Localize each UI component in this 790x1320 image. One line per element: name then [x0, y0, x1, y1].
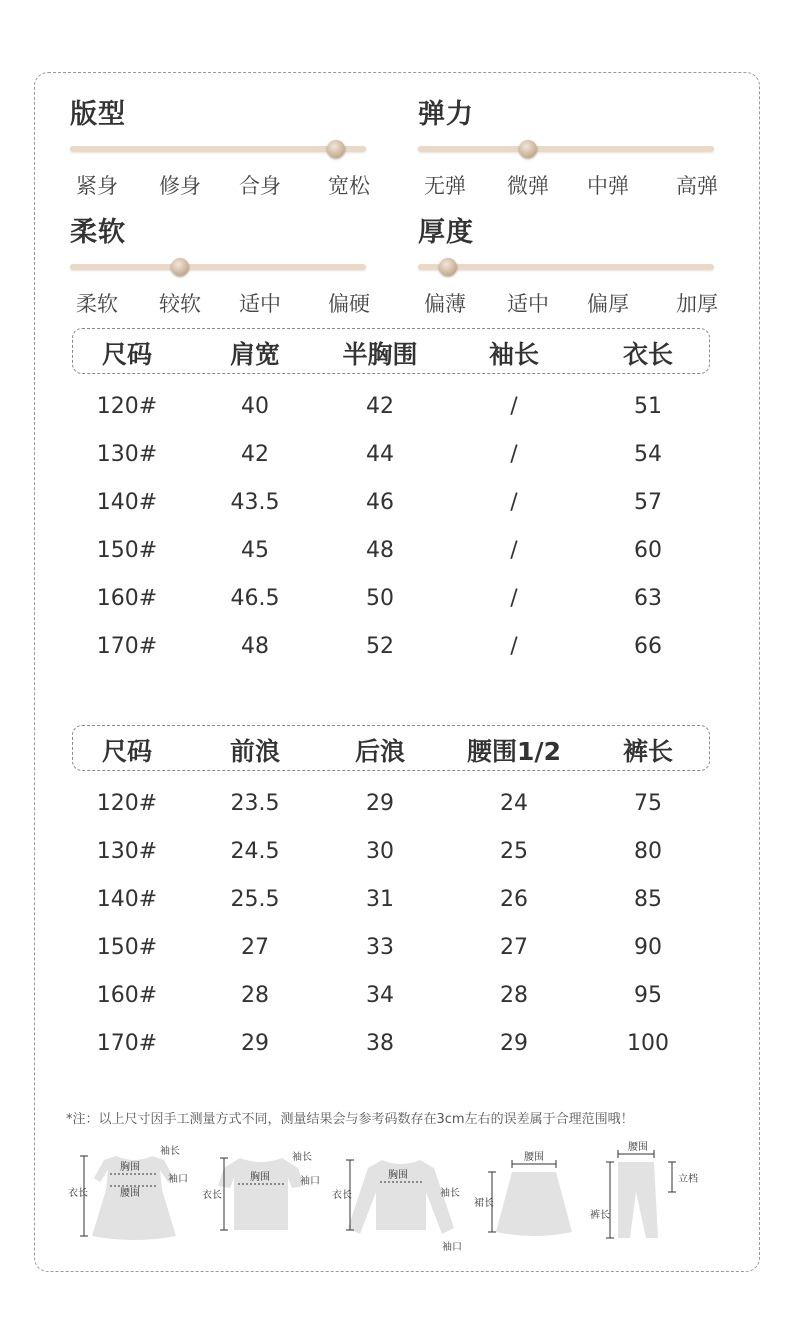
size-cell: 120# [96, 791, 158, 816]
table-cell: 34 [366, 983, 394, 1008]
size-cell: 170# [96, 1031, 158, 1056]
waist-label: 腰围 [628, 1142, 648, 1153]
table-cell: 23.5 [230, 791, 280, 816]
table-cell: 50 [366, 586, 394, 611]
table-cell: / [510, 634, 518, 659]
attribute-title: 厚度 [418, 217, 474, 248]
table-cell: 33 [366, 935, 394, 960]
table-cell: 75 [634, 791, 662, 816]
option-label: 微弹 [507, 174, 549, 198]
tshirt-diagram [200, 1138, 330, 1248]
table-cell: 24.5 [230, 839, 280, 864]
table-cell: 44 [366, 442, 394, 467]
attribute-title: 柔软 [70, 217, 126, 248]
cuff-label: 袖口 [442, 1242, 462, 1253]
table-cell: 40 [241, 394, 269, 419]
cuff-label: 袖口 [168, 1174, 188, 1185]
option-label: 修身 [159, 174, 201, 198]
column-header: 半胸围 [342, 340, 418, 369]
column-header: 裤长 [622, 737, 674, 766]
measurement-note: *注：以上尺寸因手工测量方式不同，测量结果会与参考码数存在3cm左右的误差属于合理范围哦！ [66, 1112, 634, 1127]
dress-diagram [64, 1138, 204, 1248]
level-knob [171, 258, 189, 276]
table-cell: 60 [634, 538, 662, 563]
option-label: 无弹 [424, 174, 466, 198]
table-cell: 63 [634, 586, 662, 611]
table-cell: 45 [241, 538, 269, 563]
table-cell: 30 [366, 839, 394, 864]
skirt-diagram [472, 1140, 592, 1250]
table-cell: 28 [241, 983, 269, 1008]
sleeve-label: 袖长 [440, 1188, 460, 1199]
option-label: 中弹 [587, 174, 629, 198]
table-cell: 42 [366, 394, 394, 419]
attribute-softness [70, 210, 370, 316]
size-cell: 130# [96, 442, 158, 467]
chest-label: 胸围 [120, 1162, 140, 1173]
table-cell: 42 [241, 442, 269, 467]
length-label: 裤长 [590, 1210, 610, 1221]
table-cell: 46 [366, 490, 394, 515]
content-frame [34, 72, 760, 1272]
rise-label: 立档 [678, 1174, 698, 1185]
table-cell: / [510, 490, 518, 515]
table-cell: 28 [500, 983, 528, 1008]
size-cell: 160# [96, 983, 158, 1008]
chest-label: 胸围 [250, 1172, 270, 1183]
size-cell: 120# [96, 394, 158, 419]
table-cell: 29 [241, 1031, 269, 1056]
attribute-title: 弹力 [418, 99, 474, 130]
column-header: 袖长 [488, 340, 540, 369]
cuff-label: 袖口 [300, 1176, 320, 1187]
table-cell: 57 [634, 490, 662, 515]
table-cell: 80 [634, 839, 662, 864]
level-track [418, 264, 714, 270]
option-label: 适中 [239, 292, 281, 316]
size-cell: 150# [96, 935, 158, 960]
table-cell: 95 [634, 983, 662, 1008]
table-cell: 90 [634, 935, 662, 960]
table-cell: / [510, 442, 518, 467]
size-cell: 160# [96, 586, 158, 611]
option-label: 柔软 [76, 292, 118, 316]
size-cell: 140# [96, 490, 158, 515]
length-label: 衣长 [332, 1190, 352, 1201]
level-track [70, 146, 366, 152]
table-cell: 26 [500, 887, 528, 912]
option-label: 偏硬 [328, 292, 370, 316]
column-header: 后浪 [354, 737, 406, 766]
table-cell: 29 [366, 791, 394, 816]
level-track [418, 146, 714, 152]
size-cell: 140# [96, 887, 158, 912]
table-cell: 25 [500, 839, 528, 864]
column-header: 衣长 [622, 340, 674, 369]
option-label: 较软 [159, 292, 201, 316]
length-label: 衣长 [202, 1190, 222, 1201]
option-label: 偏厚 [587, 292, 629, 316]
sweater-diagram [330, 1138, 470, 1258]
length-label: 衣长 [68, 1188, 88, 1199]
attribute-title: 版型 [70, 99, 126, 130]
length-label: 裙长 [474, 1198, 494, 1209]
table-cell: 27 [241, 935, 269, 960]
table-cell: 48 [241, 634, 269, 659]
table-cell: 66 [634, 634, 662, 659]
table-cell: 27 [500, 935, 528, 960]
table-cell: 29 [500, 1031, 528, 1056]
table-cell: 48 [366, 538, 394, 563]
option-label: 加厚 [676, 292, 718, 316]
size-cell: 150# [96, 538, 158, 563]
option-label: 紧身 [76, 174, 118, 198]
option-label: 合身 [239, 174, 281, 198]
option-label: 偏薄 [424, 292, 466, 316]
table-cell: 100 [627, 1031, 669, 1056]
level-track [70, 264, 366, 270]
attribute-elasticity [418, 92, 718, 198]
chest-label: 胸围 [388, 1170, 408, 1181]
sleeve-label: 袖长 [160, 1146, 180, 1157]
attribute-fit [70, 92, 370, 198]
option-label: 宽松 [328, 174, 370, 198]
column-header: 肩宽 [229, 340, 281, 369]
column-header: 尺码 [101, 737, 153, 766]
waist-label: 腰围 [120, 1188, 140, 1199]
table-cell: 85 [634, 887, 662, 912]
waist-label: 腰围 [524, 1152, 544, 1163]
table-cell: 38 [366, 1031, 394, 1056]
column-header: 前浪 [229, 737, 281, 766]
table-cell: 52 [366, 634, 394, 659]
table-cell: 43.5 [230, 490, 280, 515]
table-cell: / [510, 586, 518, 611]
size-cell: 130# [96, 839, 158, 864]
option-label: 高弹 [676, 174, 718, 198]
pants-diagram [588, 1140, 708, 1250]
table-cell: 54 [634, 442, 662, 467]
attribute-thickness [418, 210, 718, 316]
level-knob [519, 140, 537, 158]
level-knob [439, 258, 457, 276]
table-cell: 51 [634, 394, 662, 419]
column-header: 腰围1/2 [467, 737, 561, 766]
column-header: 尺码 [101, 340, 153, 369]
table-cell: 24 [500, 791, 528, 816]
table-cell: / [510, 394, 518, 419]
option-label: 适中 [507, 292, 549, 316]
table-cell: / [510, 538, 518, 563]
table-cell: 25.5 [230, 887, 280, 912]
table-cell: 31 [366, 887, 394, 912]
sleeve-label: 袖长 [292, 1152, 312, 1163]
table-cell: 46.5 [230, 586, 280, 611]
size-cell: 170# [96, 634, 158, 659]
